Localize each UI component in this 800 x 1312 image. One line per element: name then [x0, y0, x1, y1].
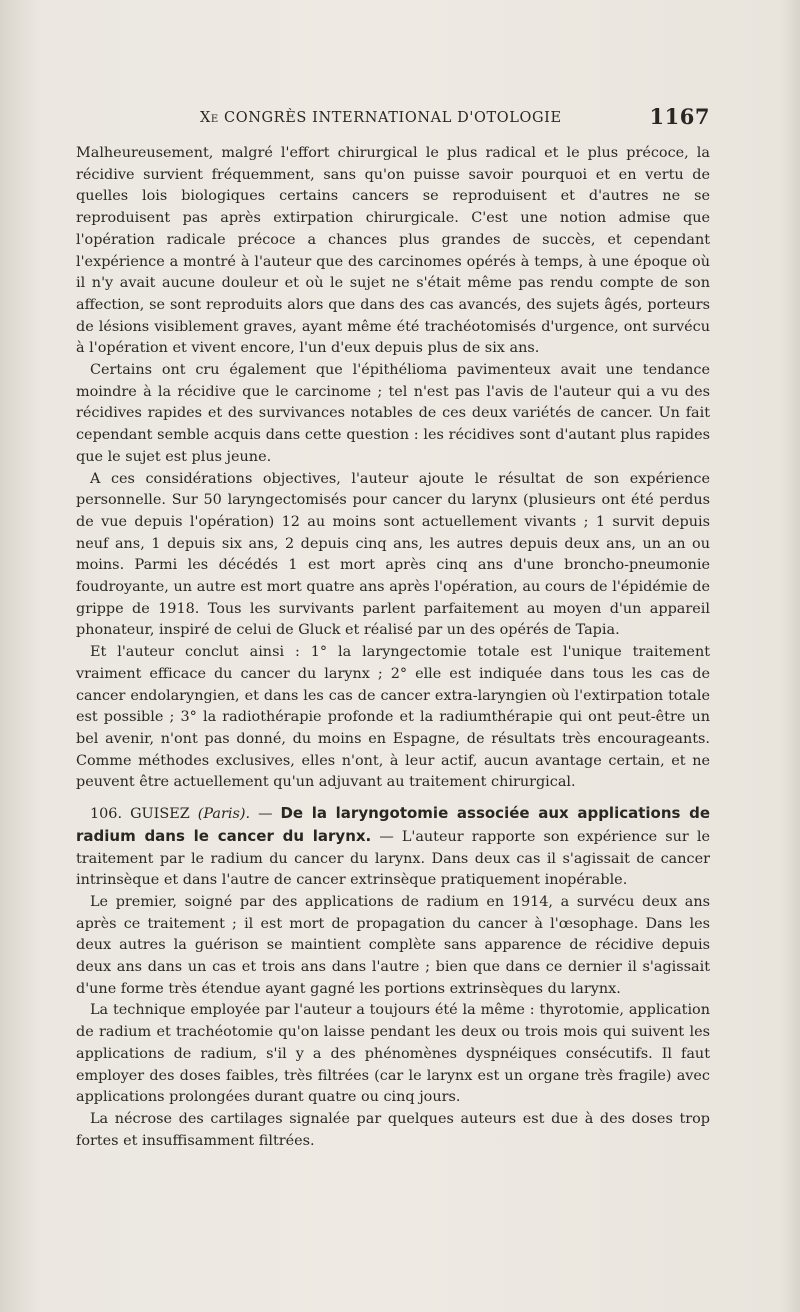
page-number: 1167	[649, 104, 710, 129]
entry-title: De la laryngotomie associée aux applications de radium dans le cancer du larynx.	[76, 804, 711, 845]
paragraph-1: Malheureusement, malgré l'effort chirurgical le plus radical et le plus précoce, la récidive survient fréquemment, sans qu'on puisse savoir pourquoi et en vertu de quelles lois biologiques certains cancers se reproduisent et d'autres ne se reproduisent pas après extirpation chirurgicale. C'est une notion admise que l'opération radicale précoce a chances plus grandes de succès, et cependant l'expérience a montré à l'auteur que des carcinomes opérés à temps, à une époque où il n'y avait aucune douleur et où le sujet ne s'était même pas rendu compte de son affection, se sont reproduits alors que dans des cas avancés, des sujets âgés, porteurs de lésions visiblement graves, ayant même été trachéotomisés d'urgence, ont survécu à l'opération et vivent encore, l'un d'eux depuis plus de six ans.	[76, 145, 710, 357]
page-body	[76, 143, 710, 1152]
entry-author: GUISEZ	[130, 806, 190, 823]
entry-dash: —	[258, 806, 273, 823]
paragraph-6: La technique employée par l'auteur a toujours été la même : thyrotomie, application de radium et trachéotomie qu'on laisse pendant les deux ou trois mois qui suivent les applications de radium, s'il y a des phénomènes dyspnéiques consécutifs. Il faut employer des doses faibles, très filtrées (car le larynx est un organe très fragile) avec applications prolongées durant quatre ou cinq jours.	[76, 1002, 710, 1106]
paragraph-4: Et l'auteur conclut ainsi : 1° la laryngectomie totale est l'unique traitement vraiment efficace du cancer du larynx ; 2° elle est indiquée dans tous les cas de cancer endolaryngien, et dans les cas de cancer extra-laryngien où l'extirpation totale est possible ; 3° la radiothérapie profonde et la radiumthérapie qui ont peut-être un bel avenir, n'ont pas donné, du moins en Espagne, de résultats très encourageants. Comme méthodes exclusives, elles n'ont, à leur actif, aucun avantage certain, et ne peuvent être actuellement qu'un adjuvant au traitement chirurgical.	[76, 644, 710, 791]
entry-city: (Paris).	[197, 806, 251, 823]
abstract-entry-106	[76, 803, 710, 892]
paragraph-3: A ces considérations objectives, l'auteur ajoute le résultat de son expérience personnelle. Sur 50 laryngectomisés pour cancer du larynx (plusieurs ont été perdus de vue depuis l'opération) 12 au moins sont actuellement vivants ; 1 survit depuis neuf ans, 1 depuis six ans, 2 depuis cinq ans, les autres depuis deux ans, un an ou moins. Parmi les décédés 1 est mort après cinq ans d'une broncho-pneumonie foudroyante, un autre est mort quatre ans après l'opération, au cours de l'épidémie de grippe de 1918. Tous les survivants parlent parfaitement au moyen d'un appareil phonateur, inspiré de celui de Gluck et réalisé par un des opérés de Tapia.	[76, 470, 710, 639]
page-header	[80, 104, 710, 134]
entry-number: 106.	[90, 806, 123, 823]
paragraph-2: Certains ont cru également que l'épithélioma pavimenteux avait une tendance moindre à la récidive que le carcinome ; tel n'est pas l'avis de l'auteur qui a vu des récidives rapides et des survivances notables de ces deux variétés de cancer. Un fait cependant semble acquis dans cette question : les récidives sont d'autant plus rapides que le sujet est plus jeune.	[76, 362, 710, 465]
entry-text: — L'auteur rapporte son expérience sur le traitement par le radium du cancer du larynx. Dans deux cas il s'agissait de cancer intrinsèque et dans l'autre de cancer extrinsèque pratiquement inopérable.	[76, 828, 710, 889]
paragraph-7: La nécrose des cartilages signalée par quelques auteurs est due à des doses trop fortes et insuffisamment filtrées.	[76, 1110, 710, 1149]
running-head: Xe CONGRÈS INTERNATIONAL D'OTOLOGIE	[200, 110, 562, 126]
paragraph-5: Le premier, soigné par des applications de radium en 1914, a survécu deux ans après ce traitement ; il est mort de propagation du cancer à l'œsophage. Dans les deux autres la guérison se maintient complète sans apparence de récidive depuis deux ans dans un cas et trois ans dans l'autre ; bien que dans ce dernier il s'agissait d'une forme très étendue ayant gagné les portions extrinsèques du larynx.	[76, 893, 710, 997]
